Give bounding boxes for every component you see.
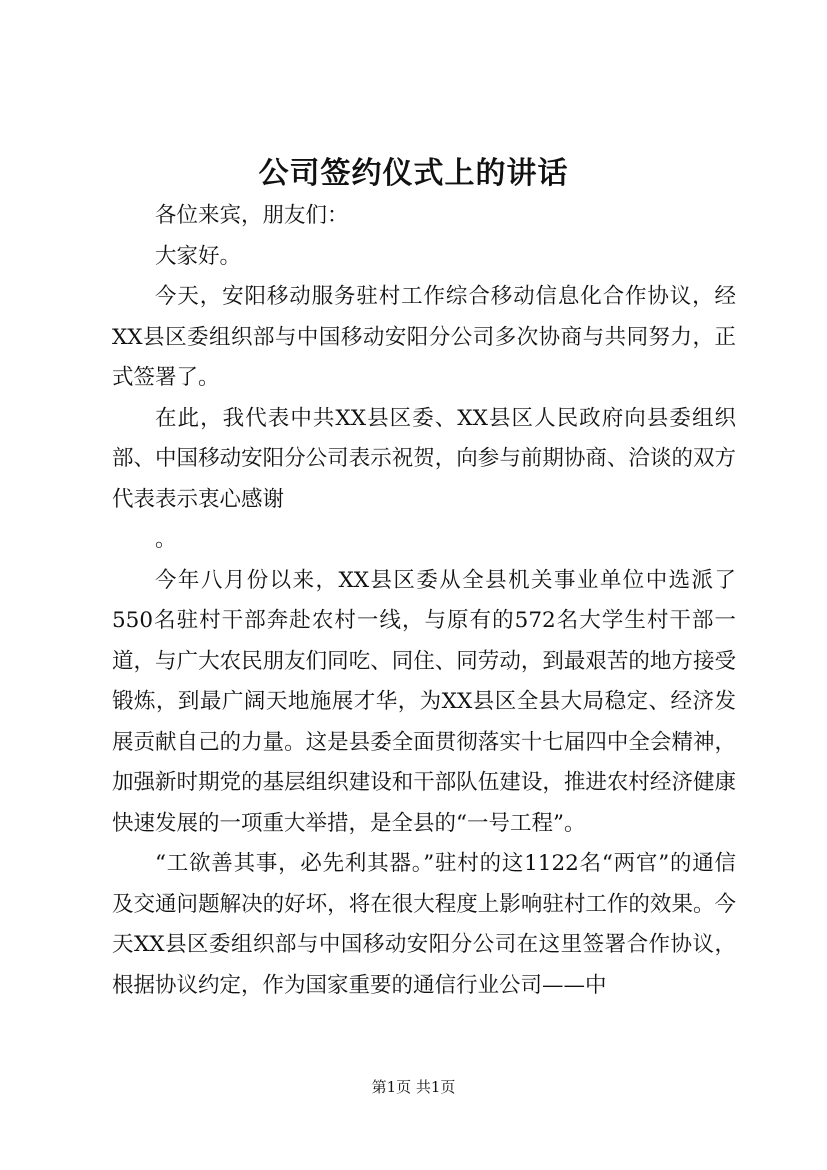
page-number-footer: 第1页 共1页: [371, 1078, 456, 1096]
paragraph-hello: 大家好。: [155, 243, 242, 269]
paragraph-greeting: 各位来宾，朋友们：: [155, 203, 349, 228]
paragraph-period: 。: [155, 527, 177, 552]
page-title: 公司签约仪式上的讲话: [258, 156, 569, 191]
document-body: [112, 196, 736, 1006]
paragraph-village-cadres: 今年八月份以来，XX县区委从全县机关事业单位中选派了550名驻村干部奔赴农村一线，与原有的572名大学生村干部一道，与广大农民朋友们同吃、同住、同劳动，到最艰苦的地方接受锻炼，到最广阔天地施展才华，为XX县区全县大局稳定、经济发展贡献自己的力量。这是县委全面贯彻落实十七届四中全会精神，加强新时期党的基层组织建设和干部队伍建设，推进农村经济健康快速发展的一项重大举措，是全县的“一号工程”。: [112, 567, 736, 836]
paragraph-congratulations: 在此，我代表中共XX县区委、XX县区人民政府向县委组织部、中国移动安阳分公司表示祝贺，向参与前期协商、洽谈的双方代表表示衷心感谢: [112, 405, 736, 512]
paragraph-agreement: 今天，安阳移动服务驻村工作综合移动信息化合作协议，经XX县区委组织部与中国移动安阳分公司多次协商与共同努力，正式签署了。: [112, 284, 736, 390]
paragraph-communication: “工欲善其事，必先利其器。”驻村的这1122名“两官”的通信及交通问题解决的好坏，将在很大程度上影响驻村工作的效果。今天XX县区委组织部与中国移动安阳分公司在这里签署合作协议，根据协议约定，作为国家重要的通信行业公司——中: [112, 851, 736, 998]
